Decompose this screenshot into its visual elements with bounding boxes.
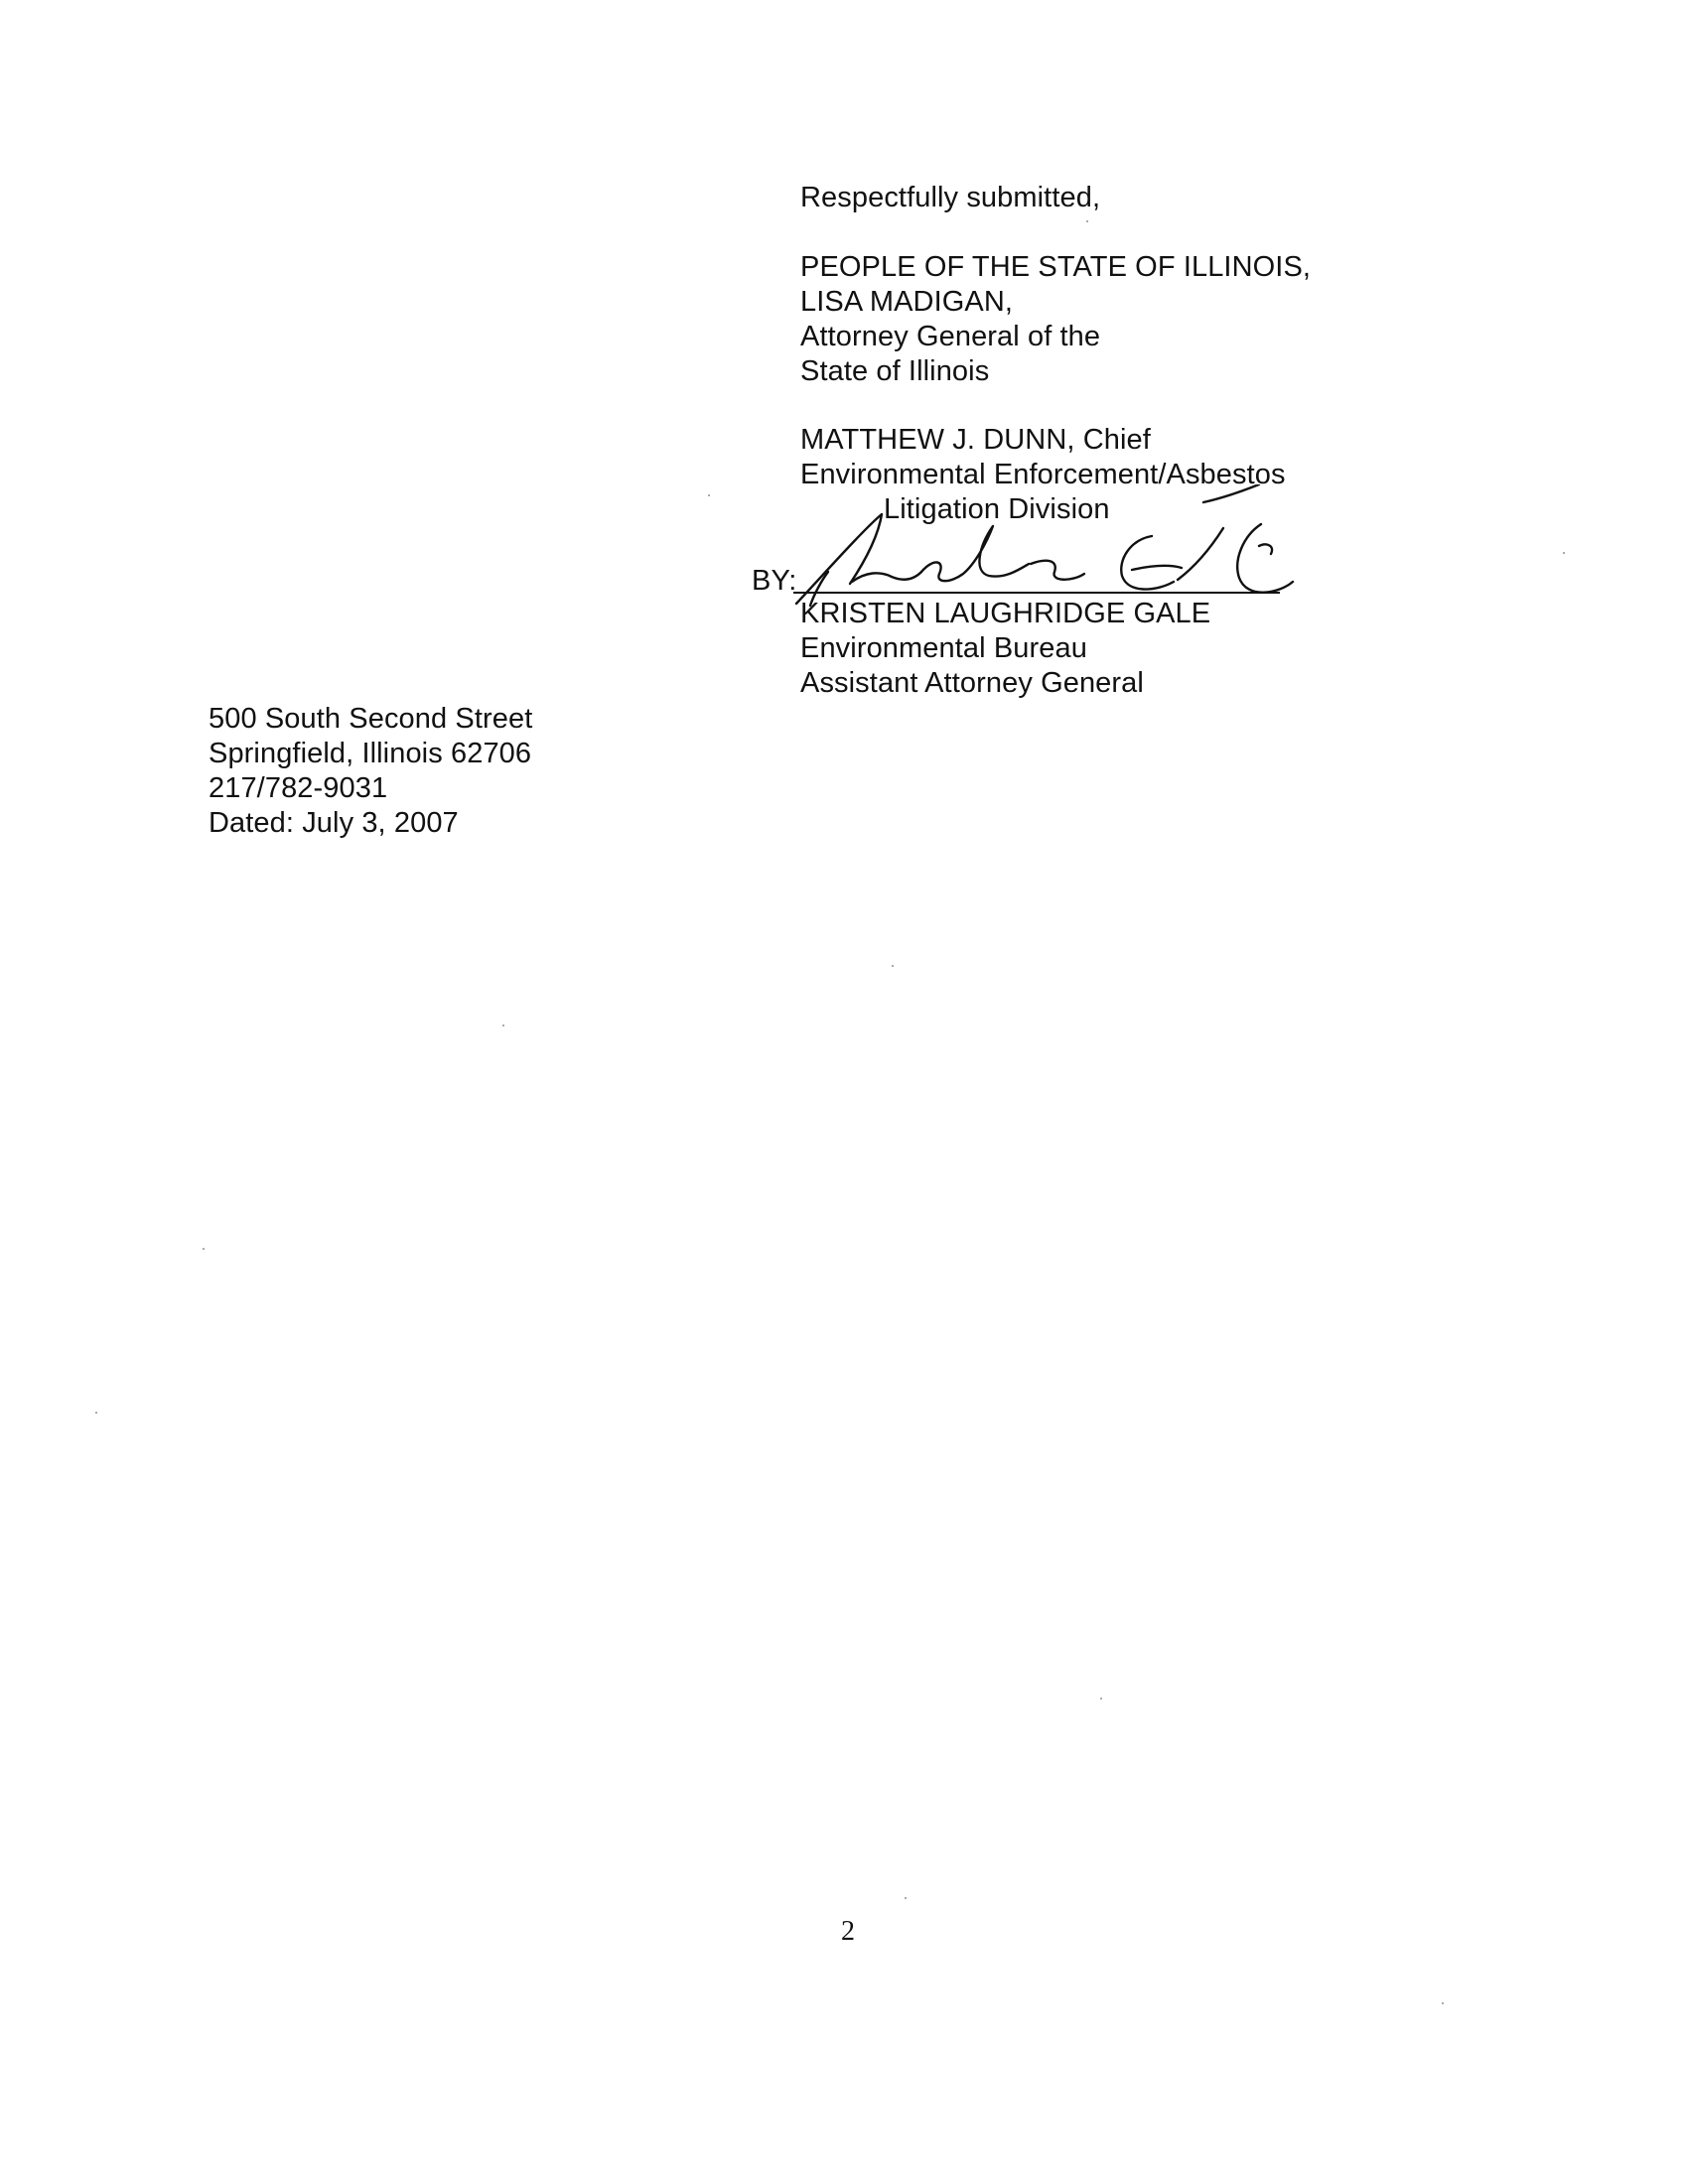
scan-speck <box>905 1897 907 1899</box>
closing-respectfully: Respectfully submitted, <box>800 182 1101 213</box>
division-name-line-1: Environmental Enforcement/Asbestos <box>800 459 1286 490</box>
handwritten-signature <box>784 484 1301 614</box>
signer-name: KRISTEN LAUGHRIDGE GALE <box>800 598 1211 629</box>
party-name: PEOPLE OF THE STATE OF ILLINOIS, <box>800 251 1312 283</box>
by-label: BY: <box>752 565 797 597</box>
signer-bureau: Environmental Bureau <box>800 632 1087 664</box>
scan-speck <box>708 494 710 496</box>
division-chief: MATTHEW J. DUNN, Chief <box>800 424 1151 456</box>
scan-speck <box>1442 2002 1444 2004</box>
scan-speck <box>1086 220 1088 222</box>
address-phone: 217/782-9031 <box>209 772 388 804</box>
address-city: Springfield, Illinois 62706 <box>209 738 532 769</box>
signer-title: Assistant Attorney General <box>800 667 1144 699</box>
scan-speck <box>502 1024 504 1026</box>
scan-speck <box>892 965 894 967</box>
date-line: Dated: July 3, 2007 <box>209 807 459 839</box>
page-number: 2 <box>841 1916 855 1947</box>
scan-speck <box>1563 552 1565 554</box>
scan-speck <box>1100 1698 1102 1700</box>
scan-speck <box>203 1248 205 1250</box>
attorney-title-line-2: State of Illinois <box>800 355 990 387</box>
attorney-title-line-1: Attorney General of the <box>800 321 1101 352</box>
division-name-line-2: Litigation Division <box>884 493 1110 525</box>
address-street: 500 South Second Street <box>209 703 533 735</box>
attorney-name: LISA MADIGAN, <box>800 286 1014 318</box>
scan-speck <box>95 1412 97 1414</box>
